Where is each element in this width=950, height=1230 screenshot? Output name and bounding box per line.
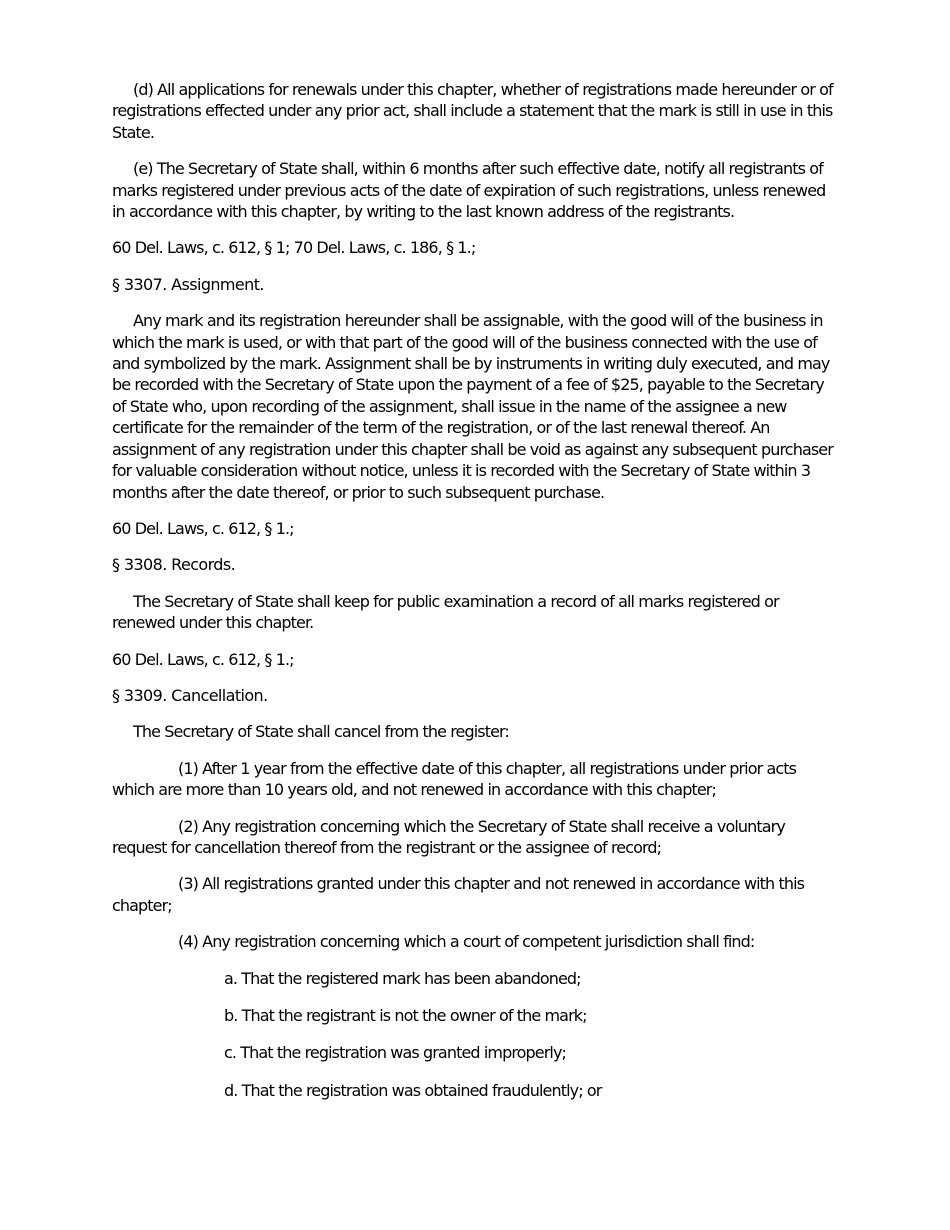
citation-3307: 60 Del. Laws, c. 612, § 1.;: [112, 518, 294, 538]
list-item-1: (1) After 1 year from the effective date of this chapter, all registrations under prior acts which are more than 10 years old, and not renewed in accordance with this chapter;: [112, 758, 797, 800]
paragraph-e: (e) The Secretary of State shall, within 6 months after such effective date, notify all registrants of marks registered under previous acts of the date of expiration of such registrations, unless renewed in accordance with this chapter, by writing to the last known address of the registrants.: [112, 159, 826, 222]
paragraph-d: (d) All applications for renewals under this chapter, whether of registrations made hereunder or of registrations effected under any prior act, shall include a statement that the mark is still in use in this State.: [112, 80, 833, 142]
section-heading-3308: § 3308. Records.: [112, 555, 236, 575]
citation-3306: 60 Del. Laws, c. 612, § 1; 70 Del. Laws, c. 186, § 1.;: [112, 238, 476, 258]
section-heading-3309: § 3309. Cancellation.: [112, 685, 268, 705]
list-item-3: (3) All registrations granted under this chapter and not renewed in accordance with this chapter;: [112, 874, 805, 915]
section-body-3308: The Secretary of State shall keep for public examination a record of all marks registered or renewed under this chapter.: [112, 591, 779, 633]
section-heading-3307: § 3307. Assignment.: [112, 274, 264, 294]
list-item-2: (2) Any registration concerning which the Secretary of State shall receive a voluntary request for cancellation thereof from the registrant or the assignee of record;: [112, 816, 785, 857]
section-intro-3309: The Secretary of State shall cancel from the register:: [133, 722, 509, 742]
citation-3308: 60 Del. Laws, c. 612, § 1.;: [112, 649, 294, 669]
sub-item-d: d. That the registration was obtained fraudulently; or: [224, 1080, 602, 1100]
sub-item-a: a. That the registered mark has been abandoned;: [224, 968, 581, 988]
document-page: [112, 79, 840, 1117]
sub-item-b: b. That the registrant is not the owner of the mark;: [224, 1006, 587, 1025]
sub-item-c: c. That the registration was granted improperly;: [224, 1043, 567, 1063]
section-body-3307: Any mark and its registration hereunder shall be assignable, with the good will of the business in which the mark is used, or with that part of the good will of the business connected with the use of and symbolized by the mark. Assignment shall be by instruments in writing duly executed, and may be recorded with the Secretary of State upon the payment of a fee of $25, payable to the Secretary of State who, upon recording of the assignment, shall issue in the name of the assignee a new certificate for the remainder of the term of the registration, or of the last renewal thereof. An assignment of any registration under this chapter shall be void as against any subsequent purchaser for valuable consideration without notice, unless it is recorded with the Secretary of State within 3 months after the date thereof, or prior to such subsequent purchase.: [112, 311, 833, 502]
list-item-4: (4) Any registration concerning which a court of competent jurisdiction shall find:: [178, 932, 755, 952]
